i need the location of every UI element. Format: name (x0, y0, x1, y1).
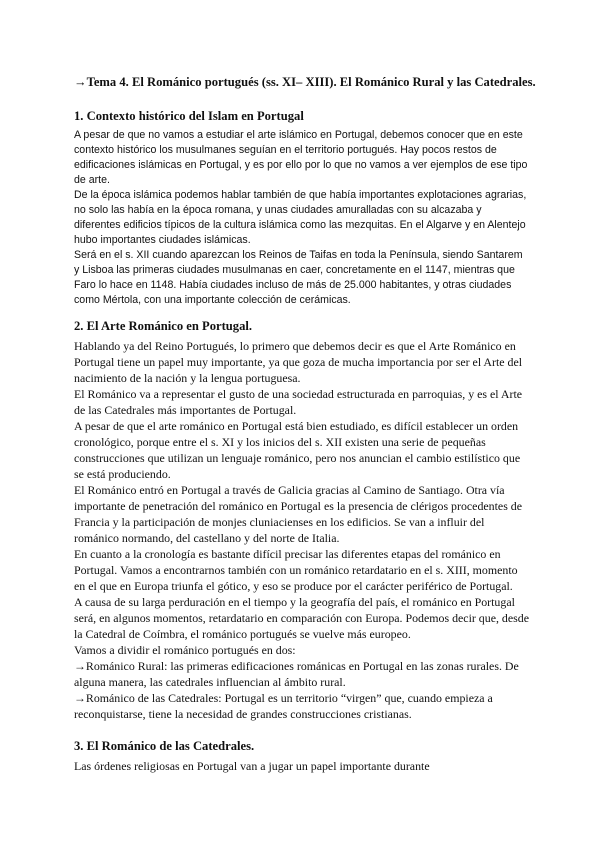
paragraph: Será en el s. XII cuando aparezcan los Reinos de Taifas en toda la Península, siendo Santarem y Lisboa las primeras ciudades musulmanas en caer, concretamente en el 1147, mientras que Faro lo hace en 1148. Había ciudades incluso de más de 25.000 habitantes, y otras ciudades como Mértola, con una importante colección de cerámicas. (74, 249, 523, 306)
paragraph: A pesar de que el arte románico en Portugal está bien estudiado, es difícil establecer un orden cronológico, porque entre el s. XI y los inicios del s. XII existen una serie de pequeñas construcciones que utilizan un lenguaje románico, pero nos anuncian el cambio estilístico que se está produciendo. (74, 419, 521, 481)
paragraph: En cuanto a la cronología es bastante difícil precisar las diferentes etapas del románico en Portugal. Vamos a encontrarnos también con un románico retardatario en el s. XIII, momento en el que en Europa triunfa el gótico, y eso se produce por el carácter periférico de Portugal. (74, 547, 518, 593)
paragraph: Las órdenes religiosas en Portugal van a jugar un papel importante durante (74, 759, 430, 773)
paragraph: De la época islámica podemos hablar también de que había importantes explotaciones agrarias, no solo las había en la época romana, y unas ciudades amuralladas con su alcazaba y diferentes edificios típicos de la cultura islámica como las mezquitas. En el Algarve y en Alentejo hubo importantes ciudades islámicas. (74, 189, 527, 246)
paragraph: El Románico entró en Portugal a través de Galicia gracias al Camino de Santiago. Otra vía importante de penetración del románico en Portugal es la presencia de clérigos procedentes de Francia y la participación de monjes cluniacienses en los edificios. Se van a influir del románico normando, del castellano y del norte de Italia. (74, 483, 523, 545)
section-body-2 (74, 338, 530, 722)
section-body-1 (74, 128, 530, 308)
document-title: →Tema 4. El Románico portugués (ss. XI– XIII). El Románico Rural y las Catedrales. (74, 75, 536, 89)
paragraph: A causa de su larga perduración en el tiempo y la geografía del país, el románico en Portugal será, en algunos momentos, retardatario en comparación con Europa. Podemos decir que, desde la Catedral de Coímbra, el románico portugués se vuelve más europeo. (74, 595, 529, 641)
paragraph: →Románico de las Catedrales: Portugal es un territorio “virgen” que, cuando empieza a reconquistarse, tiene la necesidad de grandes construcciones cristianas. (74, 691, 493, 721)
paragraph: Vamos a dividir el románico portugués en dos: (74, 643, 296, 657)
section-heading-3: 3. El Románico de las Catedrales. (74, 739, 255, 753)
section-heading-1: 1. Contexto histórico del Islam en Portugal (74, 109, 304, 123)
paragraph: Hablando ya del Reino Portugués, lo primero que debemos decir es que el Arte Románico en Portugal tiene un papel muy importante, ya que goza de mucha importancia por ser el Arte del nacimiento de la nación y la lengua portuguesa. (74, 339, 523, 385)
section-body-3 (74, 758, 530, 774)
section-heading-2: 2. El Arte Románico en Portugal. (74, 319, 253, 333)
paragraph: →Románico Rural: las primeras edificaciones románicas en Portugal en las zonas rurales. De alguna manera, las catedrales influencian al ámbito rural. (74, 659, 519, 689)
paragraph: A pesar de que no vamos a estudiar el arte islámico en Portugal, debemos conocer que en este contexto histórico los musulmanes seguían en el territorio portugués. Hay pocos restos de edificaciones islámicas en Portugal, y es por ello por lo que no vamos a ver ejemplos de ese tipo de arte. (74, 129, 528, 186)
paragraph: El Románico va a representar el gusto de una sociedad estructurada en parroquias, y es el Arte de las Catedrales más importantes de Portugal. (74, 387, 523, 417)
